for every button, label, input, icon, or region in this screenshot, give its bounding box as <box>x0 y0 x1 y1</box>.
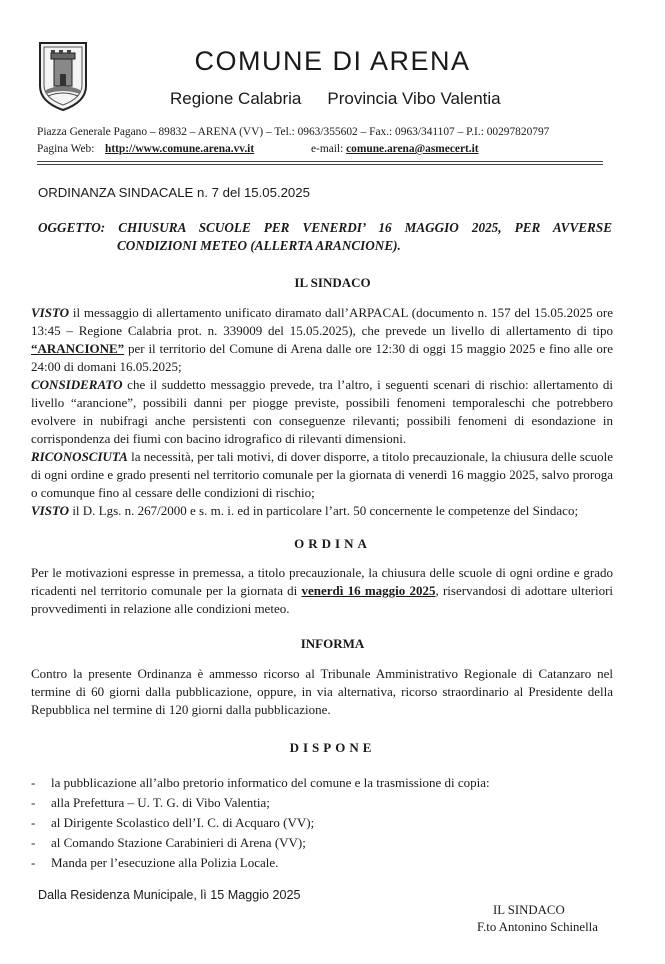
list-bullet: - <box>31 815 36 830</box>
paragraph-riconosciuta <box>31 448 613 502</box>
list-item-text: al Comando Stazione Carabinieri di Arena (VV); <box>51 835 306 850</box>
visto-lead: VISTO <box>31 305 70 320</box>
visto-text-b: per il territorio del Comune di Arena dalle ore 12:30 di oggi 15 maggio 2025 e fino alle ore 24:00 di domani 16.05.2025; <box>31 341 613 374</box>
list-item <box>31 773 613 793</box>
list-item-text: al Dirigente Scolastico dell’I. C. di Acquaro (VV); <box>51 815 315 830</box>
riconosciuta-lead: RICONOSCIUTA <box>31 449 128 464</box>
address-line: Piazza Generale Pagano – 89832 – ARENA (VV) – Tel.: 0963/355602 – Fax.: 0963/341107 – P.I.: 00297820797 <box>37 126 550 138</box>
heading-il-sindaco: IL SINDACO <box>294 275 371 290</box>
paragraph-considerato <box>31 376 613 448</box>
list-item <box>31 813 613 833</box>
ordina-text-a: Per le motivazioni espresse in premessa, a titolo precauzionale, la chiusura delle scuole di ogni ordine e grado ricadenti nel territorio comunale per la giornata di <box>31 565 613 598</box>
place-date: Dalla Residenza Municipale, lì 15 Maggio 2025 <box>38 888 301 902</box>
list-bullet: - <box>31 775 36 790</box>
list-item <box>31 853 613 873</box>
header-divider <box>37 161 603 162</box>
signature-name: F.to Antonino Schinella <box>477 920 598 934</box>
web-label: Pagina Web: <box>37 143 95 155</box>
arancione-highlight: “ARANCIONE” <box>31 341 125 356</box>
considerato-text: che il suddetto messaggio prevede, tra l’altro, i seguenti scenari di rischio: allertamento di livello “arancione”, possibili danni per piogge previste, possibili fenomeni temporaleschi che potrebbero evolvere in nubifragi anche persistenti con conseguenze rilevanti; possibili fenomeni di esondazione in corrispondenza dei fiumi con bacino idrografico di rilevanti dimensioni. <box>31 377 613 446</box>
list-item-text: alla Prefettura – U. T. G. di Vibo Valentia; <box>51 795 270 810</box>
list-item <box>31 833 613 853</box>
paragraph-visto-dlgs <box>31 502 613 520</box>
paragraph-ordina <box>31 564 613 618</box>
visto2-text: il D. Lgs. n. 267/2000 e s. m. i. ed in particolare l’art. 50 concernente le competenze del Sindaco; <box>69 503 579 518</box>
oggetto <box>38 219 612 255</box>
list-bullet: - <box>31 795 36 810</box>
heading-ordina: ORDINA <box>294 536 371 551</box>
header-divider-double <box>37 164 603 165</box>
region-line <box>170 89 501 109</box>
oggetto-line-1: OGGETTO: CHIUSURA SCUOLE PER VENERDI’ 16 MAGGIO 2025, PER AVVERSE <box>38 220 612 235</box>
date-highlight: venerdì 16 maggio 2025 <box>301 583 436 598</box>
province-name: Provincia Vibo Valentia <box>327 89 501 108</box>
list-bullet: - <box>31 855 36 870</box>
website-link[interactable]: http://www.comune.arena.vv.it <box>105 143 255 155</box>
considerato-lead: CONSIDERATO <box>31 377 123 392</box>
email-link[interactable]: comune.arena@asmecert.it <box>346 143 479 155</box>
oggetto-line-2: CONDIZIONI METEO (ALLERTA ARANCIONE). <box>117 238 401 253</box>
region-name: Regione Calabria <box>170 89 302 108</box>
ordina-text-b: , riservandosi di adottare ulteriori provvedimenti in relazione alle condizioni meteo. <box>31 583 614 616</box>
paragraph-informa: Contro la presente Ordinanza è ammesso ricorso al Tribunale Amministrativo Regionale di Catanzaro nel termine di 60 giorni dalla pubblicazione, oppure, in via alternativa, ricorso straordinario al Presidente della Repubblica nel termine di 120 giorni dalla pubblicazione. <box>31 666 613 717</box>
list-item-text: Manda per l’esecuzione alla Polizia Locale. <box>51 855 279 870</box>
contact-line <box>37 143 637 155</box>
comune-title: COMUNE DI ARENA <box>194 46 471 76</box>
visto2-lead: VISTO <box>31 503 70 518</box>
list-item-text: la pubblicazione all’albo pretorio informatico del comune e la trasmissione di copia: <box>51 775 490 790</box>
riconosciuta-text: la necessità, per tali motivi, di dover disporre, a titolo precauzionale, la chiusura delle scuole di ogni ordine e grado presenti nel territorio comunale per la giornata di venerdì 16 maggio 2025, salvo proroga o comunque fino al cessare delle condizioni di rischio; <box>31 449 613 500</box>
heading-dispone: DISPONE <box>289 740 376 755</box>
list-bullet: - <box>31 835 36 850</box>
visto-text-a: il messaggio di allertamento unificato diramato dall’ARPACAL (documento n. 157 del 15.05.2025 ore 13:45 – Regione Calabria prot. n. 339009 del 15.05.2025), che prevede un livello di allertamento di tipo <box>31 305 613 338</box>
signature-title: IL SINDACO <box>493 903 565 917</box>
list-item <box>31 793 613 813</box>
email-label: e-mail: <box>311 143 344 155</box>
ordinanza-number: ORDINANZA SINDACALE n. 7 del 15.05.2025 <box>38 185 310 200</box>
paragraph-visto-arpacal <box>31 304 613 376</box>
dispone-list <box>31 773 613 873</box>
heading-informa: INFORMA <box>300 636 365 651</box>
